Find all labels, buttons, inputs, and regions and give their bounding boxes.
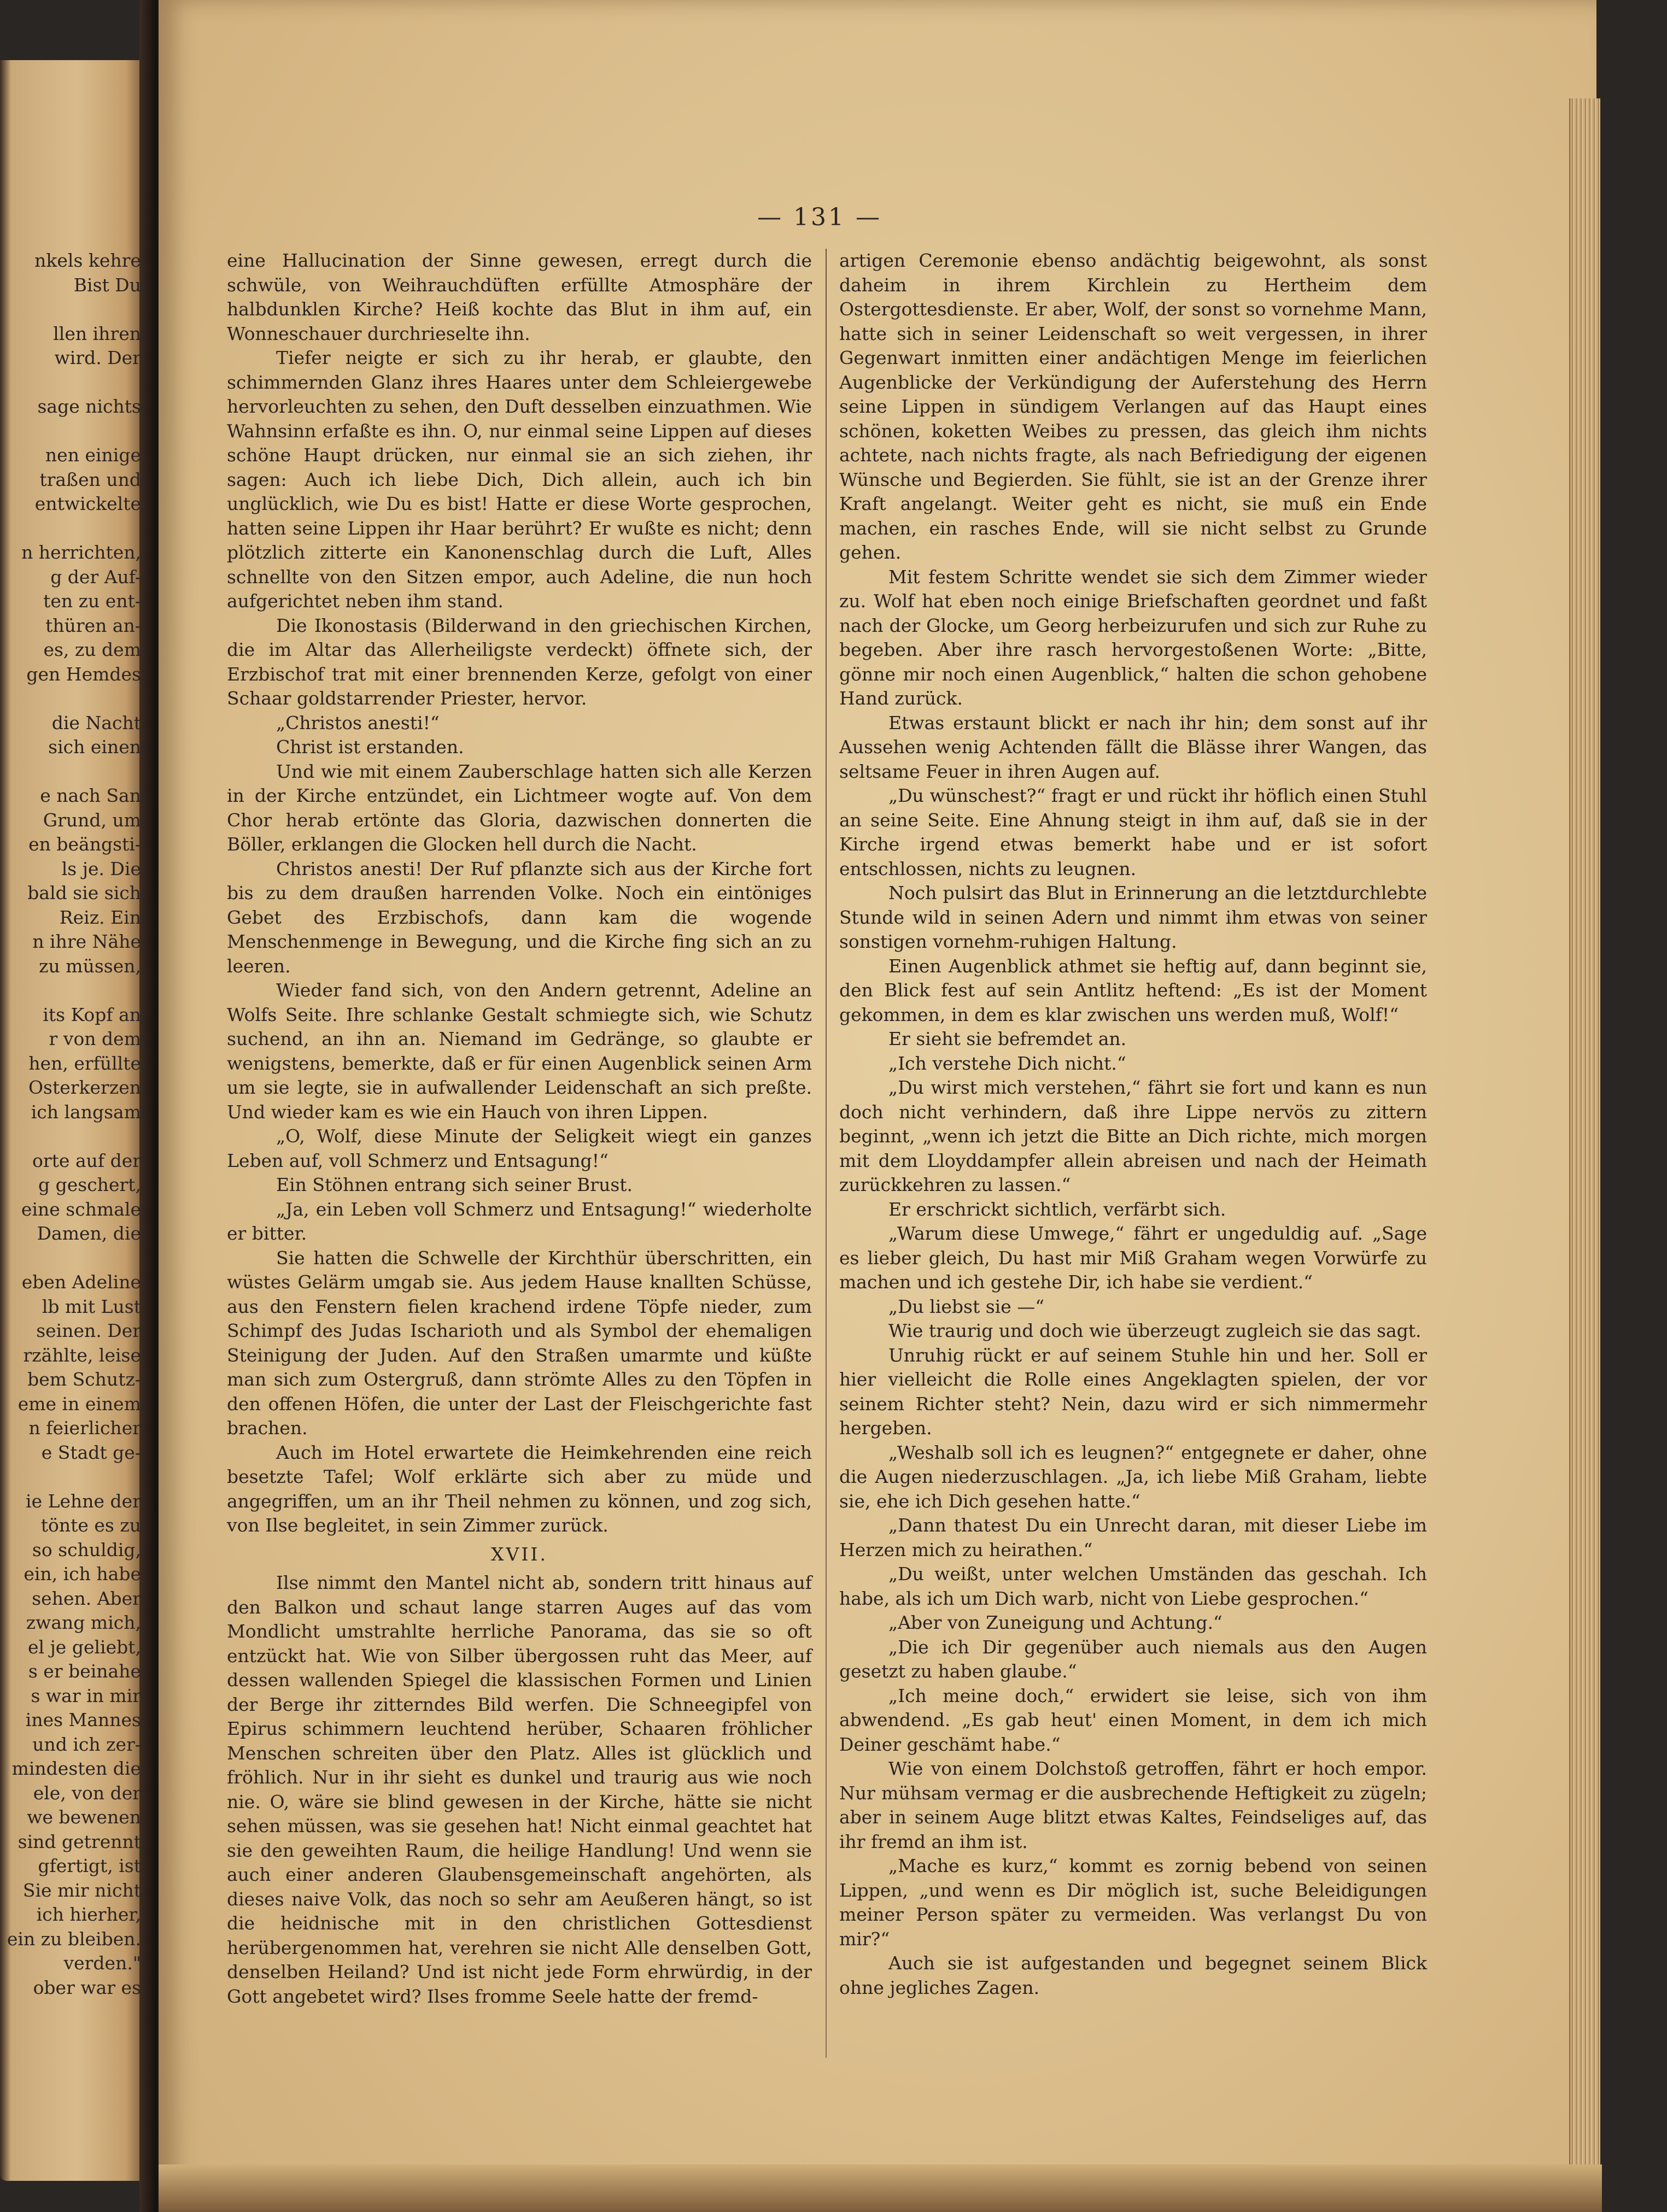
left-fragment-line: so schuldig, bbox=[32, 1539, 141, 1560]
left-fragment-line: Grund, um bbox=[43, 809, 141, 831]
paragraph: Auch sie ist aufgestanden und begegnet seinem Blick ohne jegliches Zagen. bbox=[839, 1952, 1427, 1998]
left-fragment-line: sich einen bbox=[48, 736, 141, 758]
paragraph: Und wie mit einem Zauberschlage hatten sich alle Kerzen in der Kirche entzündet, ein Lichtmeer wogte auf. Von dem Chor herab ertönte das Gloria, dazwischen donnerten die Böller, erklangen die Glocken hell durch die Nacht. bbox=[227, 760, 812, 855]
left-fragment-line bbox=[4, 1246, 141, 1271]
left-fragment-line: g der Auf- bbox=[50, 566, 141, 588]
left-fragment-line: zu müssen, bbox=[39, 955, 141, 977]
paragraph: Er sieht sie befremdet an. bbox=[888, 1028, 1127, 1049]
left-fragment-line: el je geliebt, bbox=[28, 1636, 141, 1658]
paragraph: „Aber von Zuneigung und Achtung.“ bbox=[888, 1612, 1223, 1633]
paragraph: „Ja, ein Leben voll Schmerz und Entsagung!“ wiederholte er bitter. bbox=[227, 1198, 812, 1244]
left-fragment-line: tönte es zu bbox=[40, 1515, 141, 1536]
left-fragment-line: gfertigt, ist bbox=[38, 1855, 141, 1876]
left-fragment-line bbox=[4, 687, 141, 711]
paragraph: Mit festem Schritte wendet sie sich dem Zimmer wieder zu. Wolf hat eben noch einige Briefschaften geordnet und faßt nach der Glocke, um Georg herbeizurufen und sich zur Ruhe zu begeben. Aber ihre rasch hervorgestoßenen Worte: „Bitte, gönne mir noch einen Augenblick,“ halten die schon gehobene Hand zurück. bbox=[839, 566, 1427, 709]
left-fragment-line: gen Hemdes bbox=[26, 663, 141, 685]
paragraph: „Du weißt, unter welchen Umständen das geschah. Ich habe, als ich um Dich warb, nicht von Liebe gesprochen.“ bbox=[839, 1563, 1427, 1609]
left-fragment-line: ich langsam bbox=[31, 1101, 141, 1123]
paragraph: „Christos anesti!“ bbox=[276, 712, 440, 734]
left-fragment-line: ober war es bbox=[33, 1976, 141, 1998]
left-fragment-line bbox=[4, 297, 141, 322]
left-fragment-line: zwang mich, bbox=[26, 1612, 141, 1633]
left-fragment-line: g geschert, bbox=[38, 1174, 141, 1195]
left-fragment-line: rzählte, leise bbox=[23, 1344, 141, 1366]
left-fragment-line: Sie mir nicht bbox=[22, 1879, 141, 1901]
paragraph: Christos anesti! Der Ruf pflanzte sich aus der Kirche fort bis zu dem draußen harrenden Volke. Noch ein eintöniges Gebet des Erzbischofs, dann kam die wogende Menschenmenge in Bewegung, und die Kirche fing sich an zu leeren. bbox=[227, 858, 812, 977]
left-fragment-line: Bist Du bbox=[73, 274, 141, 296]
paragraph: „Die ich Dir gegenüber auch niemals aus den Augen gesetzt zu haben glaube.“ bbox=[839, 1636, 1427, 1682]
left-fragment-line: ele, von der bbox=[33, 1782, 141, 1804]
paragraph: Auch im Hotel erwartete die Heimkehrenden eine reich besetzte Tafel; Wolf erklärte sich aber zu müde und angegriffen, um an ihr Theil nehmen zu können, und zog sich, von Ilse begleitet, in sein Zimmer zurück. bbox=[227, 1441, 812, 1536]
paragraph: „Weshalb soll ich es leugnen?“ entgegnete er daher, ohne die Augen niederzuschlagen. „Ja, ich liebe Miß Graham, liebte sie, ehe ich Dich gesehen hatte.“ bbox=[839, 1441, 1427, 1512]
left-fragment-line: n herrichten, bbox=[21, 542, 141, 563]
left-fragment-line: bem Schutz- bbox=[27, 1369, 141, 1390]
paragraph: Tiefer neigte er sich zu ihr herab, er glaubte, den schimmernden Glanz ihres Haares unter dem Schleiergewebe hervorleuchten zu sehen, den Duft desselben einzuathmen. Wie Wahnsinn erfaßte es ihn. O, nur einmal seine Lippen auf dieses schöne Haupt drücken, nur einmal sie an sich ziehen, ihr sagen: Auch ich liebe Dich, Dich allein, auch ich bin unglücklich, wie Du es bist! Hatte er diese Worte gesprochen, hatten seine Lippen ihr Haar berührt? Er wußte es nicht; denn plötzlich zitterte ein Kanonenschlag durch die Luft, Alles schnellte von den Sitzen empor, auch Adeline, die nun hoch aufgerichtet neben ihm stand. bbox=[227, 347, 812, 612]
paragraph: „Warum diese Umwege,“ fährt er ungeduldig auf. „Sage es lieber gleich, Du hast mir Miß Graham wegen Vorwürfe zu machen und ich gestehe Dir, ich habe sie verdient.“ bbox=[839, 1223, 1427, 1293]
left-fragment-line: orte auf der bbox=[32, 1149, 141, 1171]
left-fragment-line: sind getrennt bbox=[17, 1830, 141, 1852]
paragraph: „Mache es kurz,“ kommt es zornig bebend von seinen Lippen, „und wenn es Dir möglich ist, suche Beleidigungen meiner Person später zu vermeiden. Was verlangst Du von mir?“ bbox=[839, 1855, 1427, 1950]
left-fragment-line: ten zu ent- bbox=[43, 590, 141, 612]
paragraph: Wieder fand sich, von den Andern getrennt, Adeline an Wolfs Seite. Ihre schlanke Gestalt schmiegte sich, wie Schutz suchend, an ihn an. Niemand im Gedränge, so glaubte er wenigstens, bemerkte, daß er für einen Augenblick seinen Arm um sie legte, sie in aufwallender Leidenschaft an sich preßte. Und wieder kam es wie ein Hauch von ihren Lippen. bbox=[227, 979, 812, 1123]
left-fragment-line bbox=[4, 371, 141, 395]
left-fragment-line: sehen. Aber bbox=[32, 1587, 141, 1609]
paragraph: Etwas erstaunt blickt er nach ihr hin; dem sonst auf ihr Aussehen wenig Achtenden fällt die Blässe ihrer Wangen, das seltsame Feuer in ihren Augen auf. bbox=[839, 712, 1427, 782]
paragraph: Ein Stöhnen entrang sich seiner Brust. bbox=[276, 1174, 633, 1195]
column-divider bbox=[826, 249, 827, 2058]
left-fragment-line: verden." bbox=[63, 1952, 141, 1974]
left-fragment-line: Damen, die bbox=[37, 1223, 141, 1244]
left-fragment-line: mindesten die bbox=[11, 1758, 141, 1779]
chapter-heading: XVII. bbox=[491, 1543, 548, 1565]
left-fragment-line bbox=[4, 978, 141, 1003]
paragraph: Sie hatten die Schwelle der Kirchthür überschritten, ein wüstes Gelärm umgab sie. Aus jedem Hause knallten Schüsse, aus den Fenstern fielen krachend irdene Töpfe nieder, zum Schimpf des Judas Ischarioth und als Symbol der ehemaligen Steinigung der Juden. Auf den Straßen umarmte und küßte man sich zum Ostergruß, dann strömte Alles zu den Töpfen in den offenen Höfen, die unter der Last der Fleischgerichte fast brachen. bbox=[227, 1247, 812, 1439]
paragraph: „Ich verstehe Dich nicht.“ bbox=[888, 1052, 1126, 1074]
left-fragment-line: s war in mir bbox=[31, 1685, 141, 1706]
paragraph: Er erschrickt sichtlich, verfärbt sich. bbox=[888, 1198, 1226, 1220]
left-fragment-line: bald sie sich bbox=[27, 882, 141, 903]
left-fragment-line bbox=[4, 419, 141, 444]
left-fragment-line: ein zu bleiben. bbox=[7, 1928, 141, 1950]
left-fragment-line: s er beinahe bbox=[28, 1661, 141, 1682]
left-fragment-line bbox=[4, 760, 141, 784]
paragraph: „Du wünschest?“ fragt er und rückt ihr höflich einen Stuhl an seine Seite. Eine Ahnung steigt in ihm auf, daß sie in der Kirche irgend etwas bemerkt habe und er ist sofort entschlossen, nichts zu leugnen. bbox=[839, 785, 1427, 879]
paragraph: „Ich meine doch,“ erwidert sie leise, sich von ihm abwendend. „Es gab heut' einen Moment, in dem ich mich Deiner geschämt habe.“ bbox=[839, 1685, 1427, 1755]
left-fragment-line: traßen und bbox=[39, 468, 141, 490]
paragraph: Unruhig rückt er auf seinem Stuhle hin und her. Soll er hier vielleicht die Rolle eines Angeklagten spielen, der vor seinem Richter steht? Nein, dazu wird er sich nimmermehr hergeben. bbox=[839, 1344, 1427, 1439]
left-fragment-line: eben Adeline bbox=[21, 1271, 141, 1293]
left-fragment-line: thüren an- bbox=[45, 614, 141, 636]
left-fragment-line: n feierlicher bbox=[28, 1417, 141, 1439]
paragraph: Christ ist erstanden. bbox=[276, 736, 464, 758]
text-column-left bbox=[227, 249, 812, 2009]
page-number: — 131 — bbox=[757, 203, 882, 231]
left-fragment-line: eine schmale bbox=[21, 1198, 141, 1220]
left-fragment-line: sage nichts bbox=[37, 396, 141, 417]
left-fragment-line: und ich zer- bbox=[32, 1733, 141, 1755]
paragraph: eine Hallucination der Sinne gewesen, erregt durch die schwüle, von Weihrauchdüften erfüllte Atmosphäre der halbdunklen Kirche? Heiß kochte das Blut in ihm auf, ein Wonneschauer durchrieselte ihn. bbox=[227, 250, 812, 344]
left-fragment-line bbox=[4, 517, 141, 541]
left-fragment-line: hen, erfüllte bbox=[28, 1052, 141, 1074]
paragraph: Ilse nimmt den Mantel nicht ab, sondern tritt hinaus auf den Balkon und schaut lange starren Auges auf das vom Mondlicht umstrahlte herrliche Panorama, das sie so oft entzückt hat. Wie von Silber übergossen ruht das Meer, auf dessen wallenden Spiegel die klassischen Formen und Linien der Berge ihr zitterndes Bild werfen. Die Schneegipfel von Epirus schimmern leuchtend herüber, Schaaren fröhlicher Menschen schreiten über den Platz. Alles ist glücklich und fröhlich. Nur in ihr sieht es dunkel und traurig aus wie noch nie. O, wäre sie blind gewesen in der Kirche, hätte sie nicht sehen müssen, was sie gesehen hat! Nicht einmal geachtet hat sie den geweihten Raum, die heilige Handlung! Und wenn sie auch einer anderen Glaubensgemeinschaft angehörten, als dieses naive Volk, das noch so sehr am Aeußeren hängt, so ist die heidnische mit in den christlichen Gottesdienst herübergenommen hat, verehren sie nicht Alle denselben Gott, denselben Heiland? Und ist nicht jede Form ehrwürdig, in der Gott angebetet wird? Ilses fromme Seele hatte der fremd- bbox=[227, 1572, 812, 2007]
paragraph: „Du wirst mich verstehen,“ fährt sie fort und kann es nun doch nicht verhindern, daß ihre Lippe nervös zu zittern beginnt, „wenn ich jetzt die Bitte an Dich richte, mich morgen mit dem Lloyddampfer allein abreisen und nach der Heimath zurückkehren zu lassen.“ bbox=[839, 1077, 1427, 1195]
paragraph: „O, Wolf, diese Minute der Seligkeit wiegt ein ganzes Leben auf, voll Schmerz und Entsagung!“ bbox=[227, 1125, 812, 1171]
page-edge bbox=[1569, 98, 1600, 2164]
left-fragment-line: entwickelte bbox=[34, 493, 141, 514]
paragraph: Wie traurig und doch wie überzeugt zugleich sie das sagt. bbox=[888, 1320, 1422, 1341]
paragraph: Noch pulsirt das Blut in Erinnerung an die letztdurchlebte Stunde wild in seinen Adern und nimmt ihm etwas von seiner sonstigen vornehm-ruhigen Haltung. bbox=[839, 882, 1427, 952]
left-fragment-line: en beängsti- bbox=[28, 834, 141, 855]
left-fragment-line: its Kopf an bbox=[43, 1004, 141, 1025]
left-fragment-line: wird. Der bbox=[54, 347, 141, 368]
left-fragment-line: ich hierher, bbox=[36, 1904, 141, 1925]
left-fragment-line: lb mit Lust bbox=[42, 1295, 141, 1317]
paragraph: Einen Augenblick athmet sie heftig auf, dann beginnt sie, den Blick fest auf sein Antlitz heftend: „Es ist der Moment gekommen, in dem es klar zwischen uns werden muß, Wolf!“ bbox=[839, 955, 1427, 1025]
left-fragment-line: eme in einem bbox=[17, 1393, 141, 1415]
left-page-text-fragment bbox=[4, 249, 141, 2000]
left-fragment-line: e Stadt ge- bbox=[41, 1441, 141, 1463]
left-fragment-line bbox=[4, 1124, 141, 1149]
left-fragment-line: n ihre Nähe bbox=[32, 931, 141, 952]
paragraph: Wie von einem Dolchstoß getroffen, fährt er hoch empor. Nur mühsam vermag er die ausbrechende Heftigkeit zu zügeln; aber in seinem Auge blitzt etwas Kaltes, Feindseliges auf, das ihr fremd an ihm ist. bbox=[839, 1758, 1427, 1852]
text-column-right bbox=[839, 249, 1427, 2000]
left-fragment-line: we bewenen bbox=[27, 1806, 141, 1828]
left-fragment-line: ie Lehne der bbox=[26, 1490, 141, 1512]
left-fragment-line: Osterkerzen bbox=[28, 1077, 141, 1098]
left-fragment-line: nkels kehre bbox=[34, 250, 141, 271]
paragraph: „Dann thatest Du ein Unrecht daran, mit dieser Liebe im Herzen mich zu heirathen.“ bbox=[839, 1515, 1427, 1560]
left-fragment-line: nen einige bbox=[45, 444, 141, 466]
left-fragment-line: es, zu dem bbox=[43, 639, 141, 660]
left-fragment-line bbox=[4, 1465, 141, 1489]
left-fragment-line: die Nacht bbox=[51, 712, 141, 734]
page-bottom-edge bbox=[159, 2164, 1602, 2212]
paragraph: „Du liebst sie —“ bbox=[888, 1295, 1045, 1317]
left-fragment-line: ein, ich habe bbox=[24, 1563, 141, 1585]
paragraph: artigen Ceremonie ebenso andächtig beigewohnt, als sonst daheim in ihrem Kirchlein zu Hertheim dem Ostergottesdienste. Er aber, Wolf, der sonst so vornehme Mann, hatte sich in seiner Leidenschaft so weit vergessen, in ihrer Gegenwart inmitten einer andächtigen Menge im feierlichen Augenblicke der Verkündigung der Auferstehung des Herrn seine Lippen in sündigem Verlangen auf das Haupt eines schönen, koketten Weibes zu pressen, das gleich ihm nichts achtete, nach nichts fragte, als nach Befriedigung der eigenen Wünsche und Begierden. Sie fühlt, sie ist an der Grenze ihrer Kraft angelangt. Weiter geht es nicht, sie muß ein Ende machen, ein rasches Ende, will sie nicht selbst zu Grunde gehen. bbox=[839, 250, 1427, 563]
left-fragment-line: seinen. Der bbox=[36, 1320, 141, 1341]
left-fragment-line: ls je. Die bbox=[61, 858, 141, 879]
left-fragment-line: e nach San bbox=[40, 785, 141, 806]
left-fragment-line: llen ihren bbox=[53, 322, 141, 344]
left-fragment-line: r von dem bbox=[49, 1028, 141, 1049]
left-fragment-line: Reiz. Ein bbox=[59, 906, 141, 928]
left-fragment-line: ines Mannes bbox=[25, 1709, 141, 1730]
paragraph: Die Ikonostasis (Bilderwand in den griechischen Kirchen, die im Altar das Allerheiligste verdeckt) öffnete sich, der Erzbischof trat mit einer brennenden Kerze, gefolgt von einer Schaar goldstarrender Priester, hervor. bbox=[227, 614, 812, 709]
